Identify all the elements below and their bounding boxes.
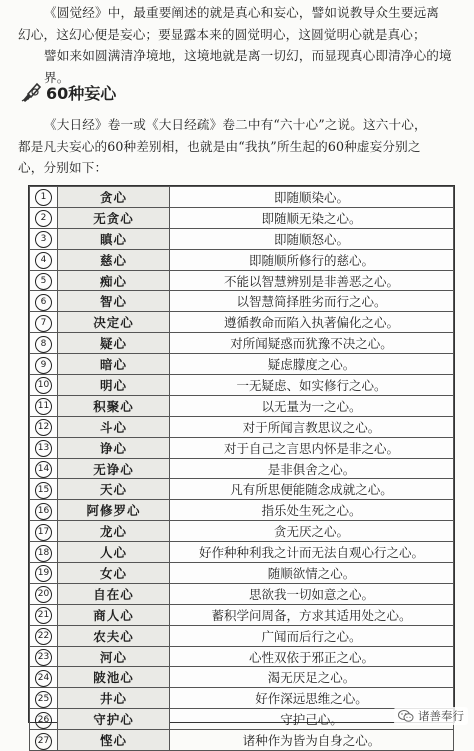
row-number-cell xyxy=(30,625,58,646)
table-row xyxy=(30,479,454,500)
mind-name: 痴心 xyxy=(58,270,170,291)
sixty-minds-table xyxy=(28,185,455,749)
mind-description: 以智慧简择胜劣而行之心。 xyxy=(170,291,454,312)
section-heading xyxy=(20,80,116,104)
mind-name: 井心 xyxy=(58,688,170,709)
mind-description: 随顺欲情之心。 xyxy=(170,563,454,584)
mind-description: 对于所闻言教思议之心。 xyxy=(170,416,454,437)
table-row xyxy=(30,542,454,563)
row-number-cell xyxy=(30,500,58,521)
table-row xyxy=(30,354,454,375)
table-row xyxy=(30,375,454,396)
mind-name: 无贪心 xyxy=(58,207,170,228)
row-number-cell xyxy=(30,709,58,730)
mind-description: 即随顺无染之心。 xyxy=(170,207,454,228)
row-number: 22 xyxy=(35,628,52,645)
row-number-cell xyxy=(30,646,58,667)
row-number-cell xyxy=(30,437,58,458)
row-number-cell xyxy=(30,249,58,270)
table-body xyxy=(30,187,454,751)
mind-name: 陂池心 xyxy=(58,667,170,688)
row-number-cell xyxy=(30,563,58,584)
table-row xyxy=(30,187,454,208)
table-row xyxy=(30,249,454,270)
mind-description: 对所闻疑惑而犹豫不决之心。 xyxy=(170,333,454,354)
mind-description: 贪无厌之心。 xyxy=(170,521,454,542)
section-line: 心，分别如下： xyxy=(18,160,108,175)
intro-paragraph xyxy=(18,2,458,88)
row-number-cell xyxy=(30,542,58,563)
table-row xyxy=(30,500,454,521)
row-number: 15 xyxy=(35,482,52,499)
mind-description: 是非俱舍之心。 xyxy=(170,458,454,479)
row-number: 5 xyxy=(35,273,52,290)
row-number: 18 xyxy=(35,545,52,562)
intro-line: 譬如来如圆满清净境地，这境地就是离一切幻，而显现真心即清净心的境界。 xyxy=(44,48,452,85)
pen-hand-icon xyxy=(20,81,42,103)
mind-name: 积聚心 xyxy=(58,395,170,416)
mind-description: 一无疑虑、如实修行之心。 xyxy=(170,375,454,396)
mind-description: 诸种作为皆为自身之心。 xyxy=(170,730,454,751)
table-row xyxy=(30,270,454,291)
mind-description: 即随顺所修行的慈心。 xyxy=(170,249,454,270)
mind-name: 诤心 xyxy=(58,437,170,458)
table-row xyxy=(30,563,454,584)
mind-name: 自在心 xyxy=(58,583,170,604)
table-row xyxy=(30,416,454,437)
mind-description: 遵循教命而陷入执著偏化之心。 xyxy=(170,312,454,333)
mind-description: 守护己心。 xyxy=(170,709,454,730)
mind-description: 广闻而后行之心。 xyxy=(170,625,454,646)
row-number: 2 xyxy=(35,210,52,227)
row-number: 11 xyxy=(35,398,52,415)
row-number-cell xyxy=(30,604,58,625)
mind-description: 蓄积学问周备，方求其适用处之心。 xyxy=(170,604,454,625)
mind-name: 人心 xyxy=(58,542,170,563)
mind-name: 女心 xyxy=(58,563,170,584)
table-row xyxy=(30,521,454,542)
row-number: 13 xyxy=(35,440,52,457)
row-number-cell xyxy=(30,458,58,479)
row-number-cell xyxy=(30,395,58,416)
row-number-cell xyxy=(30,333,58,354)
row-number: 7 xyxy=(35,315,52,332)
table-row xyxy=(30,625,454,646)
row-number: 23 xyxy=(35,649,52,666)
mind-description: 即随顺怒心。 xyxy=(170,228,454,249)
row-number-cell xyxy=(30,375,58,396)
row-number: 14 xyxy=(35,461,52,478)
row-number: 21 xyxy=(35,607,52,624)
row-number: 17 xyxy=(35,524,52,541)
row-number: 26 xyxy=(35,712,52,729)
mind-name: 决定心 xyxy=(58,312,170,333)
row-number-cell xyxy=(30,688,58,709)
row-number: 10 xyxy=(35,377,52,394)
row-number-cell xyxy=(30,207,58,228)
table-row xyxy=(30,333,454,354)
mind-description: 不能以智慧辨别是非善恶之心。 xyxy=(170,270,454,291)
row-number: 24 xyxy=(35,670,52,687)
section-line: 都是凡夫妄心的60种差别相，也就是由“我执”所生起的60种虚妄分别之 xyxy=(18,138,421,154)
mind-description: 好作种种利我之计而无法自观心行之心。 xyxy=(170,542,454,563)
mind-description: 以无量为一之心。 xyxy=(170,395,454,416)
wechat-icon xyxy=(398,709,414,723)
row-number-cell xyxy=(30,312,58,333)
row-number: 27 xyxy=(35,733,52,750)
row-number-cell xyxy=(30,583,58,604)
row-number: 8 xyxy=(35,336,52,353)
row-number: 6 xyxy=(35,294,52,311)
mind-name: 守护心 xyxy=(58,709,170,730)
row-number: 1 xyxy=(35,189,52,206)
mind-description: 凡有所思便能随念成就之心。 xyxy=(170,479,454,500)
table-row xyxy=(30,730,454,751)
table-row xyxy=(30,395,454,416)
mind-name: 智心 xyxy=(58,291,170,312)
row-number-cell xyxy=(30,667,58,688)
row-number: 16 xyxy=(35,503,52,520)
mind-name: 天心 xyxy=(58,479,170,500)
table-row xyxy=(30,458,454,479)
mind-description: 即随顺染心。 xyxy=(170,187,454,208)
row-number: 4 xyxy=(35,252,52,269)
row-number: 25 xyxy=(35,691,52,708)
mind-name: 暗心 xyxy=(58,354,170,375)
mind-name: 阿修罗心 xyxy=(58,500,170,521)
row-number-cell xyxy=(30,270,58,291)
table-row xyxy=(30,646,454,667)
intro-line: 《圆觉经》中，最重要阐述的就是真心和妄心，譬如说教导众生要远离 xyxy=(44,5,440,20)
mind-name: 瞋心 xyxy=(58,228,170,249)
table-row xyxy=(30,604,454,625)
mind-name: 河心 xyxy=(58,646,170,667)
section-title: 60种妄心 xyxy=(46,83,117,103)
table-row xyxy=(30,291,454,312)
table-row xyxy=(30,312,454,333)
row-number-cell xyxy=(30,187,58,208)
row-number-cell xyxy=(30,291,58,312)
row-number-cell xyxy=(30,479,58,500)
section-paragraph xyxy=(18,114,458,179)
mind-name: 贪心 xyxy=(58,187,170,208)
table-row xyxy=(30,207,454,228)
row-number: 12 xyxy=(35,419,52,436)
table-row xyxy=(30,688,454,709)
row-number-cell xyxy=(30,521,58,542)
mind-name: 疑心 xyxy=(58,333,170,354)
mind-name: 无诤心 xyxy=(58,458,170,479)
row-number: 9 xyxy=(35,357,52,374)
row-number: 19 xyxy=(35,565,52,582)
mind-name: 龙心 xyxy=(58,521,170,542)
row-number: 20 xyxy=(35,586,52,603)
table-row xyxy=(30,667,454,688)
table-row xyxy=(30,583,454,604)
table-row xyxy=(30,437,454,458)
row-number: 3 xyxy=(35,231,52,248)
mind-name: 农夫心 xyxy=(58,625,170,646)
row-number-cell xyxy=(30,730,58,751)
mind-description: 疑虑朦度之心。 xyxy=(170,354,454,375)
mind-description: 思欲我一切如意之心。 xyxy=(170,583,454,604)
watermark xyxy=(394,707,468,725)
mind-description: 好作深远思维之心。 xyxy=(170,688,454,709)
mind-name: 明心 xyxy=(58,375,170,396)
mind-name: 悭心 xyxy=(58,730,170,751)
mind-description: 心性双依于邪正之心。 xyxy=(170,646,454,667)
section-line: 《大日经》卷一或《大日经疏》卷二中有“六十心”之说。这六十心， xyxy=(44,117,427,132)
row-number-cell xyxy=(30,228,58,249)
intro-line: 幻心，这幻心便是妄心；要显露本来的圆觉明心，这圆觉明心就是真心； xyxy=(18,26,426,42)
mind-name: 商人心 xyxy=(58,604,170,625)
table-row xyxy=(30,709,454,730)
table-row xyxy=(30,228,454,249)
mind-description: 对于自己之言思内怀是非之心。 xyxy=(170,437,454,458)
row-number-cell xyxy=(30,416,58,437)
mind-description: 渴无厌足之心。 xyxy=(170,667,454,688)
mind-name: 斗心 xyxy=(58,416,170,437)
mind-name: 慈心 xyxy=(58,249,170,270)
row-number-cell xyxy=(30,354,58,375)
mind-description: 指乐处生死之心。 xyxy=(170,500,454,521)
watermark-text: 诸善奉行 xyxy=(418,709,464,723)
